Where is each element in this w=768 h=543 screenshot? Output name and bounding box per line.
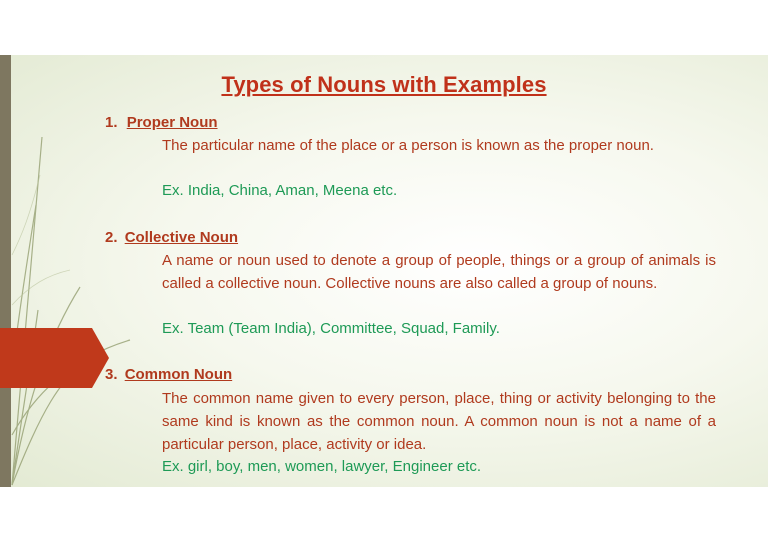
section-example: Ex. India, China, Aman, Meena etc. — [162, 182, 398, 199]
section-number: 1. — [105, 114, 118, 131]
section-name: Collective Noun — [124, 229, 239, 246]
slide — [0, 55, 768, 487]
decorative-arrow — [0, 328, 109, 388]
section-number: 3. — [105, 366, 118, 383]
section-heading-collective-noun — [105, 229, 238, 246]
section-heading-common-noun — [105, 366, 232, 383]
section-description: The particular name of the place or a person is known as the proper noun. — [162, 137, 654, 154]
section-example: Ex. girl, boy, men, women, lawyer, Engineer etc. — [162, 458, 482, 475]
section-name: Proper Noun — [126, 114, 218, 131]
page-title: Types of Nouns with Examples — [221, 72, 547, 97]
section-description: A name or noun used to denote a group of people, things or a group of animals is called a collective noun. Collective nouns are also called a group of nouns. — [162, 252, 716, 292]
section-description: The common name given to every person, place, thing or activity belonging to the same kind is known as the common noun. A common noun is not a name of a particular person, place, activity or idea. — [162, 390, 716, 453]
section-example: Ex. Team (Team India), Committee, Squad, Family. — [162, 320, 500, 337]
section-heading-proper-noun — [105, 114, 218, 131]
section-name: Common Noun — [124, 366, 233, 383]
section-number: 2. — [105, 229, 118, 246]
